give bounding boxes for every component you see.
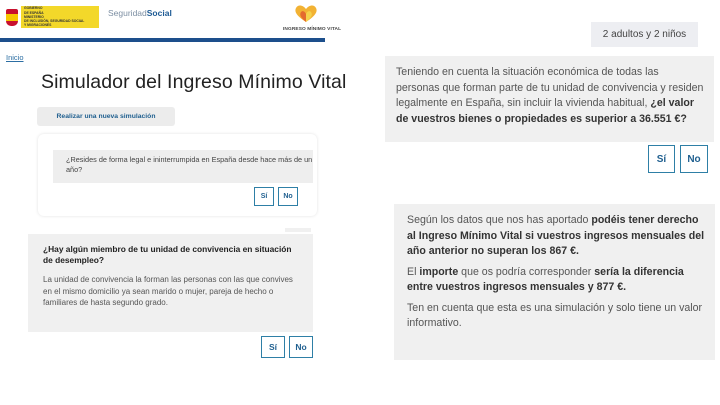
new-simulation-button[interactable]: Realizar una nueva simulación bbox=[37, 107, 175, 126]
page-title: Simulador del Ingreso Mínimo Vital bbox=[41, 71, 347, 93]
simulator-page bbox=[0, 0, 347, 405]
unemployment-question: ¿Hay algún miembro de tu unidad de convivencia en situación de desempleo? bbox=[43, 244, 292, 265]
assets-question-card bbox=[385, 56, 714, 142]
user-reply-bubble: 2 adultos y 2 niños bbox=[591, 22, 698, 47]
heart-hands-icon bbox=[293, 4, 319, 24]
imv-logo-text: INGRESO MÍNIMO VITAL bbox=[283, 27, 342, 32]
assets-no-button[interactable]: No bbox=[680, 145, 708, 173]
breadcrumb-home-link[interactable]: Inicio bbox=[6, 53, 24, 62]
residence-question: ¿Resides de forma legal e ininterrumpida en España desde hace más de un año? bbox=[53, 150, 313, 183]
unemployment-no-button[interactable]: No bbox=[289, 336, 313, 358]
imv-logo bbox=[289, 4, 323, 29]
result-disclaimer: Ten en cuenta que esta es una simulación y solo tiene un valor informativo. bbox=[407, 301, 703, 329]
spain-crest-icon bbox=[6, 9, 18, 26]
ministry-label: GOBIERNO DE ESPAÑA MINISTERIO DE INCLUSIÓN, SEGURIDAD SOCIAL Y MIGRACIONES bbox=[21, 6, 99, 28]
government-logo[interactable] bbox=[6, 5, 104, 29]
header-divider bbox=[0, 38, 325, 42]
seguridad-social-logo[interactable]: SeguridadSocial bbox=[108, 8, 172, 18]
result-amount: El importe que os podría corresponder sería la diferencia entre vuestros ingresos mensuales y 877 €. bbox=[407, 265, 684, 293]
unemployment-yes-button[interactable]: Sí bbox=[261, 336, 285, 358]
card-tab bbox=[285, 228, 311, 232]
site-header bbox=[0, 0, 342, 38]
assets-question-highlight: ¿el valor de vuestros bienes o propiedades es superior a 36.551 €? bbox=[396, 97, 694, 125]
unemployment-explanation: La unidad de convivencia la forman las personas con las que convives en el mismo domicilio ya sean marido o mujer, pareja de hecho o familiares de hasta segundo grado. bbox=[43, 275, 293, 307]
result-card bbox=[394, 204, 715, 360]
unemployment-question-card bbox=[28, 234, 313, 332]
residence-no-button[interactable]: No bbox=[278, 187, 298, 206]
result-eligibility: Según los datos que nos has aportado podéis tener derecho al Ingreso Mínimo Vital si vuestros ingresos mensuales del año anterior no superan los 867 €. bbox=[407, 214, 705, 257]
residence-yes-button[interactable]: Sí bbox=[254, 187, 274, 206]
assets-question-text: Teniendo en cuenta la situación económica de todas las personas que forman parte de tu unidad de convivencia y residen legalmente en España, sin incluir la vivienda habitual, bbox=[396, 66, 704, 109]
assets-yes-button[interactable]: Sí bbox=[648, 145, 675, 173]
